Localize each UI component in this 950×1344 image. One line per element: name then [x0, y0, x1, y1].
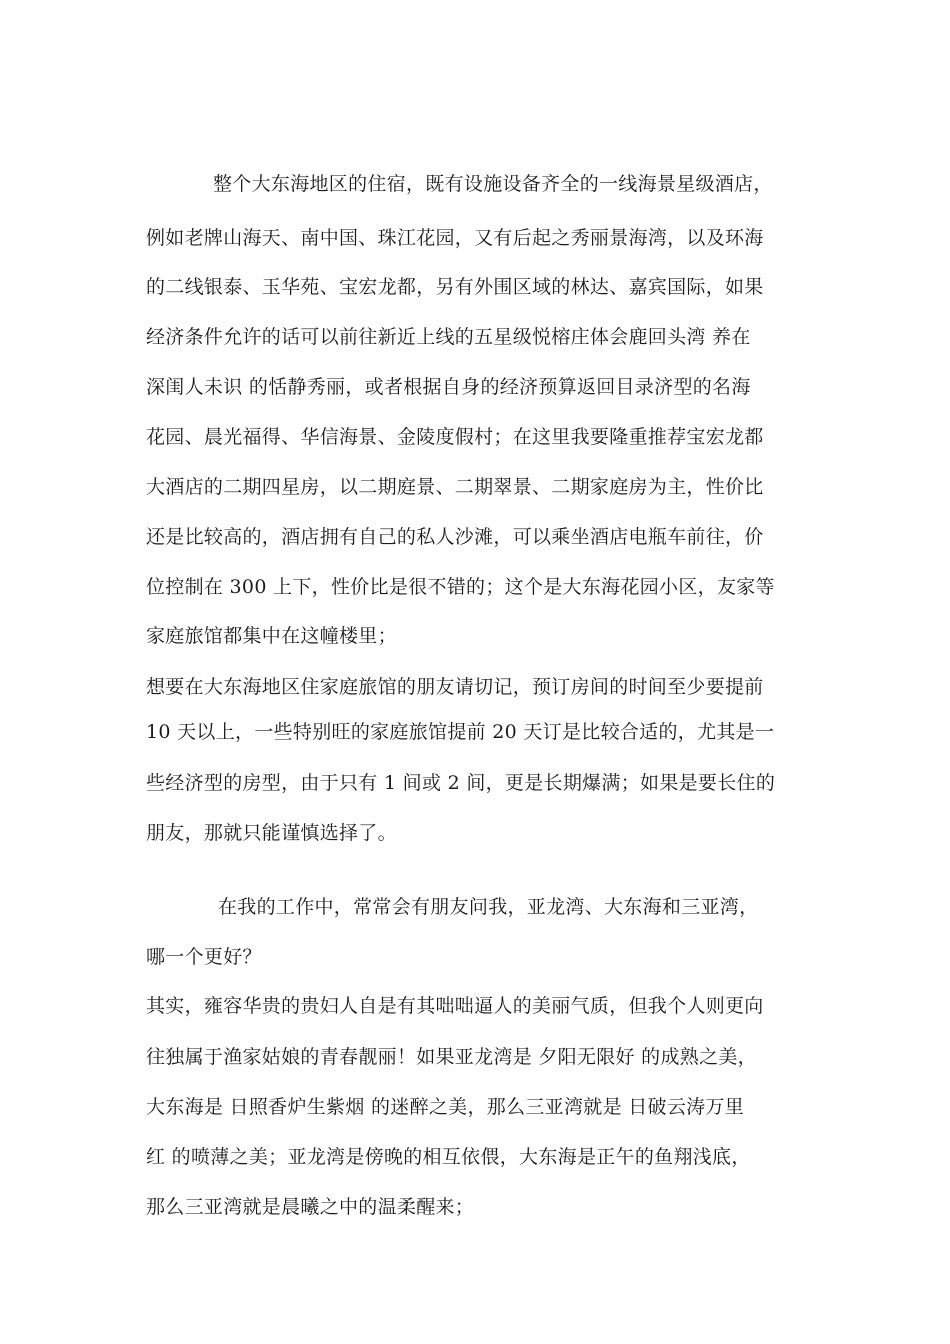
- text-line: 家庭旅馆都集中在这幢楼里；: [146, 625, 397, 647]
- text-line: 哪一个更好？: [146, 946, 262, 968]
- text-line: 朋友，那就只能谨慎选择了。: [146, 822, 397, 844]
- text-line: 经济条件允许的话可以前往新近上线的五星级悦榕庄体会鹿回头湾 养在: [146, 326, 751, 348]
- text-line: 大酒店的二期四星房，以二期庭景、二期翠景、二期家庭房为主，性价比: [146, 476, 764, 498]
- text-line: 想要在大东海地区住家庭旅馆的朋友请切记，预订房间的时间至少要提前: [146, 676, 764, 698]
- text-line: 往独属于渔家姑娘的青春靓丽！如果亚龙湾是 夕阳无限好 的成熟之美，: [146, 1046, 757, 1068]
- text-line: 在我的工作中，常常会有朋友问我，亚龙湾、大东海和三亚湾，: [218, 896, 759, 918]
- text-line: 花园、晨光福得、华信海景、金陵度假村；在这里我要隆重推荐宝宏龙都: [146, 426, 764, 448]
- text-line: 10 天以上，一些特别旺的家庭旅馆提前 20 天订是比较合适的，尤其是一: [146, 721, 775, 743]
- text-line: 红 的喷薄之美；亚龙湾是傍晚的相互依偎，大东海是正午的鱼翔浅底，: [146, 1146, 751, 1168]
- text-line: 例如老牌山海天、南中国、珠江花园，又有后起之秀丽景海湾，以及环海: [146, 227, 764, 249]
- text-line: 那么三亚湾就是晨曦之中的温柔醒来；: [146, 1196, 475, 1218]
- text-line: 位控制在 300 上下，性价比是很不错的；这个是大东海花园小区，友家等: [146, 576, 775, 598]
- text-line: 还是比较高的，酒店拥有自己的私人沙滩，可以乘坐酒店电瓶车前往，价: [146, 526, 764, 548]
- text-line: 其实，雍容华贵的贵妇人自是有其咄咄逼人的美丽气质，但我个人则更向: [146, 995, 764, 1017]
- text-line: 深闺人未识 的恬静秀丽，或者根据自身的经济预算返回目录济型的名海: [146, 376, 751, 398]
- text-line: 大东海是 日照香炉生紫烟 的迷醉之美，那么三亚湾就是 日破云涛万里: [146, 1096, 745, 1118]
- text-line: 些经济型的房型，由于只有 1 间或 2 间，更是长期爆满；如果是要长住的: [146, 772, 776, 794]
- text-line: 整个大东海地区的住宿，既有设施设备齐全的一线海景星级酒店，: [213, 173, 773, 195]
- text-line: 的二线银泰、玉华苑、宝宏龙都，另有外围区域的林达、嘉宾国际，如果: [146, 276, 764, 298]
